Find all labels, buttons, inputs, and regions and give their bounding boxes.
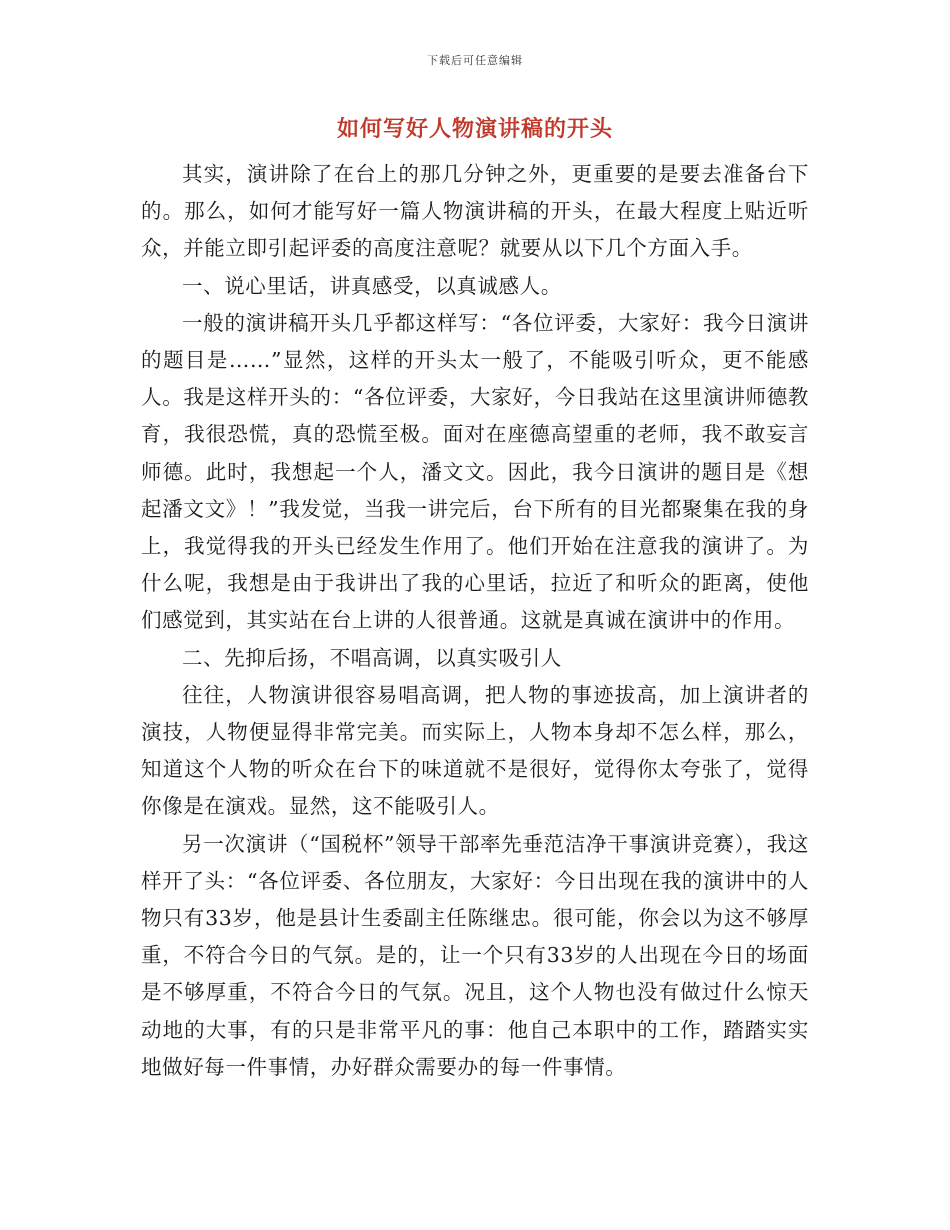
document-title: 如何写好人物演讲稿的开头 [336,117,613,142]
document-body [141,156,809,1086]
header-note: 下载后可任意编辑 [427,54,523,67]
section-heading-2: 二、先抑后扬，不唱高调，以真实吸引人 [182,645,562,670]
paragraph-example: 另一次演讲（“国税杯”领导干部率先垂范洁净干事演讲竞赛），我这样开了头：“各位评委、各位朋友，大家好：今日出现在我的演讲中的人物只有33岁，他是县计生委副主任陈继忠。很可能，你会以为这不够厚重，不符合今日的气氛。是的，让一个只有33岁的人出现在今日的场面是不够厚重，不符合今日的气氛。况且，这个人物也没有做过什么惊天动地的大事，有的只是非常平凡的事：他自己本职中的工作，踏踏实实地做好每一件事情，办好群众需要办的每一件事情。 [141,831,809,1079]
paragraph-section-2: 往往，人物演讲很容易唱高调，把人物的事迹拔高，加上演讲者的演技，人物便显得非常完美。而实际上，人物本身却不怎么样，那么，知道这个人物的听众在台下的味道就不是很好，觉得你太夸张了，觉得你像是在演戏。显然，这不能吸引人。 [141,682,809,819]
section-heading-1: 一、说心里话，讲真感受，以真诚感人。 [182,273,562,298]
paragraph-section-1: 一般的演讲稿开头几乎都这样写：“各位评委，大家好：我今日演讲的题目是……”显然，这样的开头太一般了，不能吸引听众，更不能感人。我是这样开头的：“各位评委，大家好，今日我站在这里演讲师德教育，我很恐慌，真的恐慌至极。面对在座德高望重的老师，我不敢妄言师德。此时，我想起一个人，潘文文。因此，我今日演讲的题目是《想起潘文文》！”我发觉，当我一讲完后，台下所有的目光都聚集在我的身上，我觉得我的开头已经发生作用了。他们开始在注意我的演讲了。为什么呢，我想是由于我讲出了我的心里话，拉近了和听众的距离，使他们感觉到，其实站在台上讲的人很普通。这就是真诚在演讲中的作用。 [141,310,809,633]
paragraph-intro: 其实，演讲除了在台上的那几分钟之外，更重要的是要去准备台下的。那么，如何才能写好一篇人物演讲稿的开头，在最大程度上贴近听众，并能立即引起评委的高度注意呢？就要从以下几个方面入手。 [141,162,809,261]
